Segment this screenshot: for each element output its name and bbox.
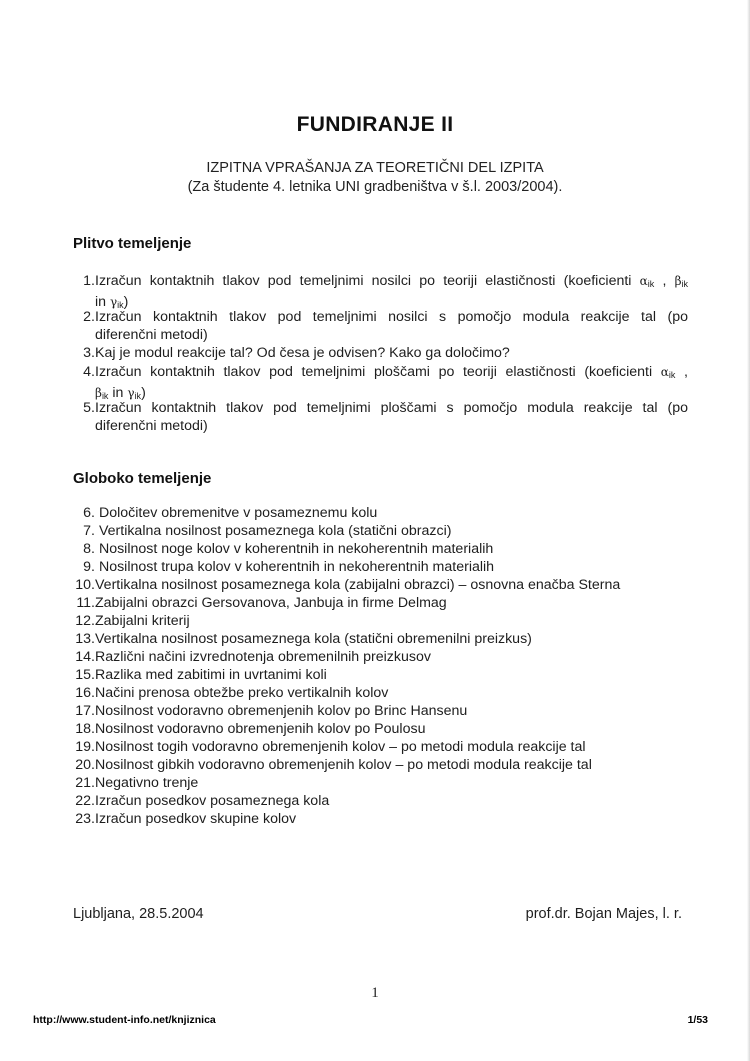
- close-paren: ): [123, 294, 129, 310]
- question-text: Nosilnost vodoravno obremenjenih kolov po Poulosu: [95, 721, 426, 737]
- question-number: 15.: [75, 667, 95, 683]
- question-text-line: Izračun kontaktnih tlakov pod temeljnimi ploščami po teoriji elastičnosti (koeficienti: [95, 364, 653, 380]
- question-number: 8.: [83, 541, 95, 557]
- section-heading-deep: Globoko temeljenje: [73, 470, 212, 487]
- subscript: ik: [647, 279, 655, 289]
- list-item: [73, 504, 377, 522]
- question-text: Vertikalna nosilnost posameznega kola (zabijalni obrazci) – osnovna enačba Sterna: [95, 577, 621, 593]
- question-text: Razlika med zabitimi in uvrtanimi koli: [95, 667, 327, 683]
- question-text: Nosilnost togih vodoravno obremenjenih kolov – po metodi modula reakcije tal: [95, 739, 586, 755]
- list-item: [73, 522, 451, 540]
- question-number: 11.: [76, 595, 95, 611]
- list-item: [73, 684, 388, 702]
- gamma-symbol: γ: [110, 295, 118, 309]
- subscript: ik: [117, 300, 124, 310]
- question-number: 10.: [75, 577, 95, 593]
- gamma-symbol: γ: [127, 386, 135, 400]
- beta-symbol: β: [95, 386, 102, 400]
- question-text: Nosilnost noge kolov v koherentnih in nekoherentnih materialih: [98, 541, 494, 557]
- question-text: Negativno trenje: [95, 775, 199, 791]
- alpha-symbol: α: [639, 274, 648, 288]
- list-item: [73, 630, 532, 648]
- question-text: Zabijalni kriterij: [95, 613, 190, 629]
- question-number: 12.: [75, 613, 95, 629]
- list-item: [73, 666, 327, 684]
- question-text-line: Izračun kontaktnih tlakov pod temeljnimi nosilci po teoriji elastičnosti (koeficienti: [95, 273, 632, 289]
- list-item: [73, 720, 425, 738]
- question-number: 5.: [83, 400, 95, 416]
- in-word: in: [112, 385, 124, 401]
- question-number: 9.: [83, 559, 95, 575]
- question-text: [95, 399, 688, 435]
- question-text-line: diferenčni metodi): [95, 418, 208, 434]
- question-number: 21.: [75, 775, 95, 791]
- page-number: 1: [371, 985, 379, 1001]
- question-text: Zabijalni obrazci Gersovanova, Janbuja in firme Delmag: [95, 595, 447, 611]
- document-subtitle-line2: (Za študente 4. letnika UNI gradbeništva v š.l. 2003/2004).: [187, 179, 563, 195]
- question-text: Izračun posedkov posameznega kola: [95, 793, 330, 809]
- list-item: [73, 594, 447, 612]
- question-number: 6.: [83, 505, 95, 521]
- question-text: Načini prenosa obtežbe preko vertikalnih kolov: [95, 685, 389, 701]
- list-item: [73, 576, 620, 594]
- document-title: FUNDIRANJE II: [296, 113, 454, 136]
- question-number: 18.: [75, 721, 95, 737]
- question-text: [95, 308, 688, 344]
- beta-symbol: β: [674, 274, 682, 288]
- in-word: in: [95, 294, 107, 310]
- comma: ,: [684, 364, 688, 380]
- close-paren: ): [141, 385, 146, 401]
- question-text: Nosilnost vodoravno obremenjenih kolov po Brinc Hansenu: [95, 703, 468, 719]
- list-item: [73, 540, 493, 558]
- question-text-line: Izračun kontaktnih tlakov pod temeljnimi ploščami s pomočjo modula reakcije tal (po: [95, 400, 688, 416]
- page-count: 1/53: [687, 1014, 708, 1026]
- list-item: [73, 648, 431, 666]
- question-text: Vertikalna nosilnost posameznega kola (statični obrazci): [98, 523, 452, 539]
- question-number: 14.: [75, 649, 95, 665]
- question-number: 16.: [75, 685, 95, 701]
- source-url[interactable]: http://www.student-info.net/knjiznica: [33, 1014, 216, 1026]
- subscript: ik: [101, 391, 109, 401]
- alpha-symbol: α: [660, 365, 669, 379]
- list-item: [73, 756, 592, 774]
- list-item: [73, 810, 296, 828]
- place-date: Ljubljana, 28.5.2004: [73, 906, 204, 922]
- list-item: [73, 774, 198, 792]
- question-number: 13.: [75, 631, 95, 647]
- question-number: 2.: [83, 309, 95, 325]
- question-text: Različni načini izvrednotenja obremenilnih preizkusov: [95, 649, 431, 665]
- section-heading-shallow: Plitvo temeljenje: [73, 235, 192, 252]
- question-text-line: diferenčni metodi): [95, 327, 208, 343]
- question-number: 3.: [83, 345, 95, 361]
- list-item: [73, 612, 190, 630]
- question-number: 22.: [75, 793, 95, 809]
- list-item: [73, 702, 467, 720]
- question-text: Nosilnost gibkih vodoravno obremenjenih kolov – po metodi modula reakcije tal: [95, 757, 592, 773]
- question-number: 20.: [75, 757, 95, 773]
- question-text: Določitev obremenitve v posameznemu kolu: [98, 505, 378, 521]
- list-item: [73, 558, 494, 576]
- question-text-line: Izračun kontaktnih tlakov pod temeljnimi nosilci s pomočjo modula reakcije tal (po: [95, 309, 688, 325]
- question-number: 23.: [75, 811, 95, 827]
- question-number: 19.: [75, 739, 95, 755]
- list-item: [73, 738, 586, 756]
- question-number: 4.: [83, 364, 95, 380]
- list-item: [73, 792, 329, 810]
- question-text: Kaj je modul reakcije tal? Od česa je odvisen? Kako ga določimo?: [95, 345, 510, 361]
- subscript: ik: [681, 279, 689, 289]
- question-text: Izračun posedkov skupine kolov: [95, 811, 297, 827]
- subscript: ik: [668, 370, 676, 380]
- subscript: ik: [134, 391, 142, 401]
- document-subtitle-line1: IZPITNA VPRAŠANJA ZA TEORETIČNI DEL IZPITA: [206, 160, 544, 176]
- question-text: Nosilnost trupa kolov v koherentnih in nekoherentnih materialih: [98, 559, 495, 575]
- question-number: 7.: [83, 523, 95, 539]
- comma: ,: [662, 273, 667, 289]
- question-text: Vertikalna nosilnost posameznega kola (statični obremenilni preizkus): [95, 631, 532, 647]
- author-signature: prof.dr. Bojan Majes, l. r.: [525, 906, 682, 922]
- question-number: 17.: [75, 703, 95, 719]
- question-number: 1.: [83, 273, 95, 289]
